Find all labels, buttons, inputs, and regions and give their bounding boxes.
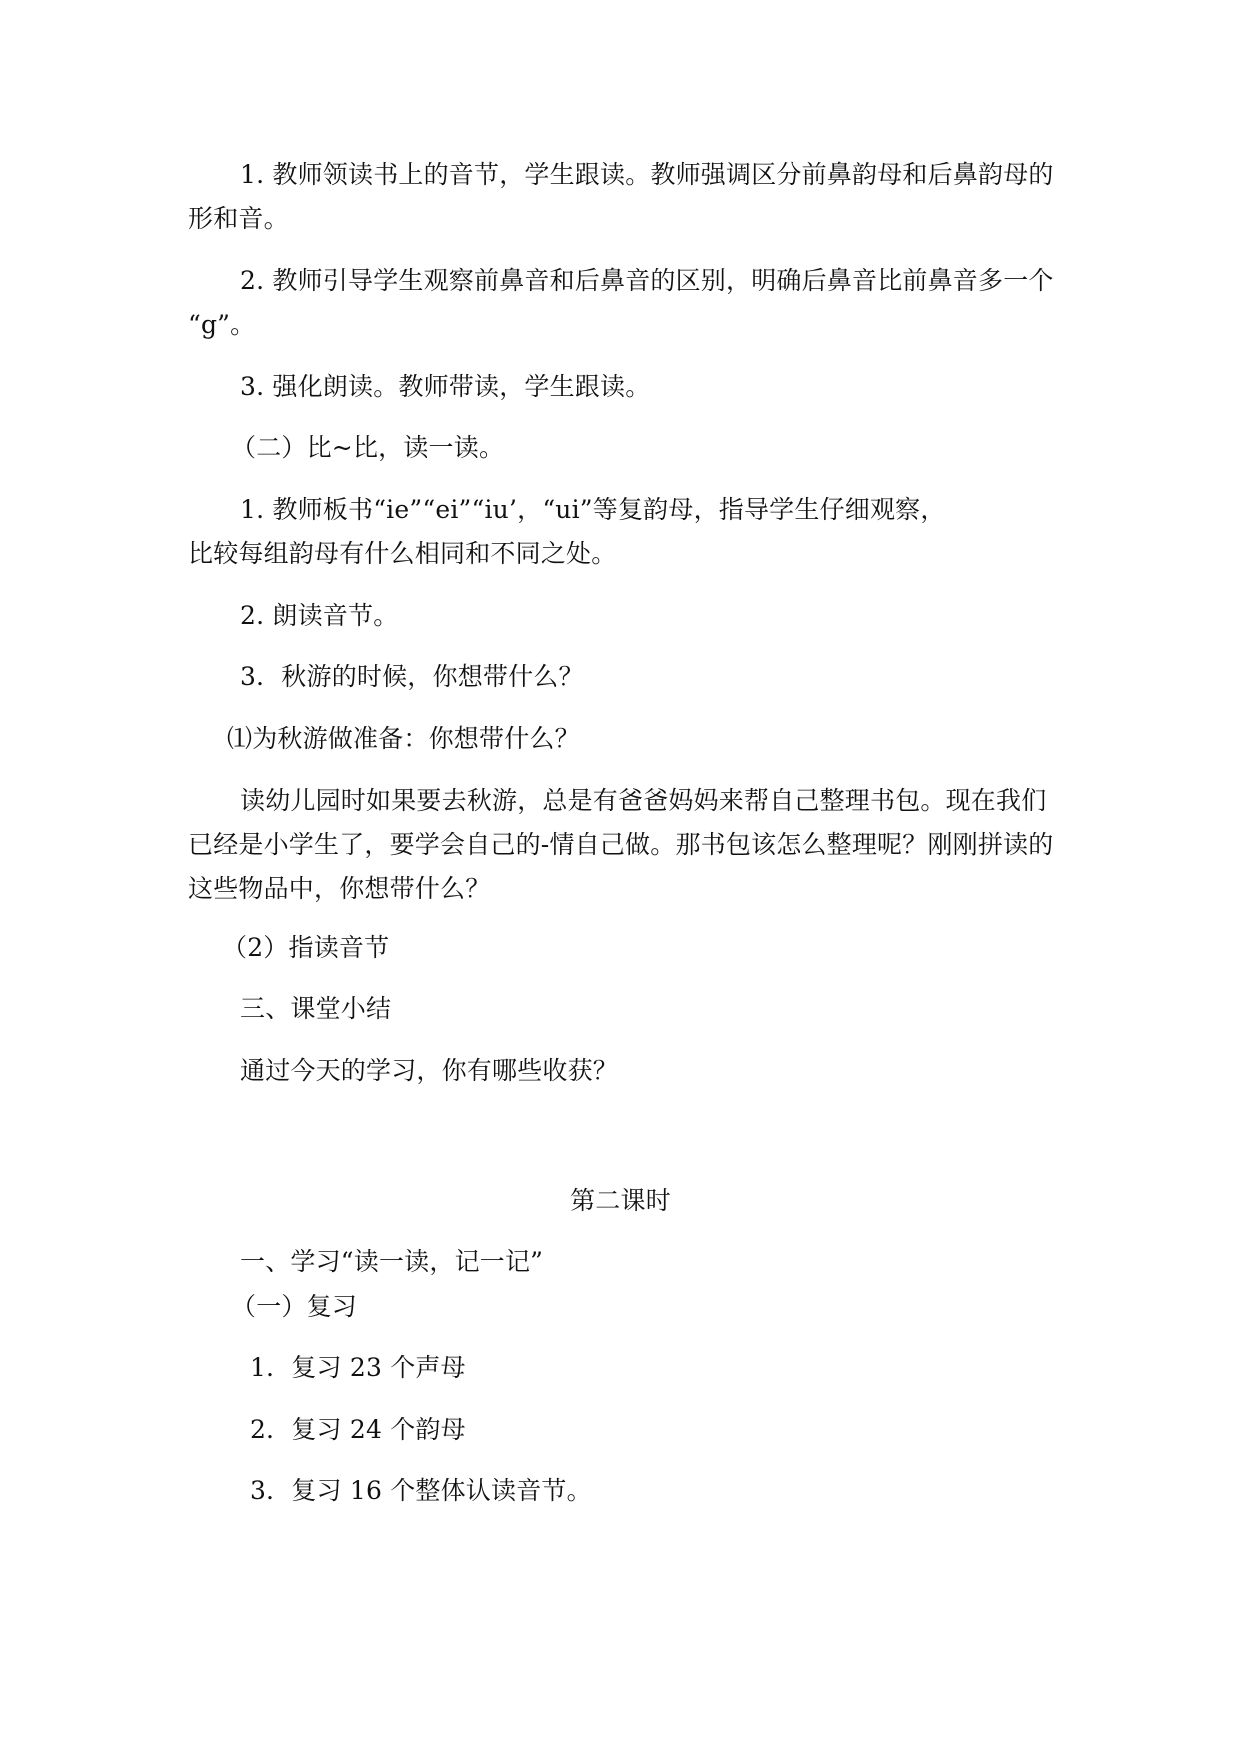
paragraph-6: 3．秋游的时候，你想带什么？ <box>240 662 584 691</box>
paragraph-8-line-2: 已经是小学生了，要学会自己的-情自己做。那书包该怎么整理呢？刚刚拼读的 <box>188 830 1054 859</box>
paragraph-8-line-3: 这些物品中，你想带什么？ <box>188 874 491 903</box>
paragraph-4-line-1: 1. 教师板书“ie”“ei”“iu’，“ui”等复韵母，指导学生仔细观察， <box>240 495 946 524</box>
paragraph-9: （2）指读音节 <box>222 933 390 962</box>
review-item-2: 2．复习 24 个韵母 <box>250 1415 466 1444</box>
paragraph-7: ⑴为秋游做准备：你想带什么？ <box>227 724 580 753</box>
paragraph-3: 3. 强化朗读。教师带读，学生跟读。 <box>240 372 651 401</box>
paragraph-1-line-2: 形和音。 <box>188 204 289 233</box>
review-item-3: 3．复习 16 个整体认读音节。 <box>250 1476 592 1505</box>
paragraph-5: 2. 朗读音节。 <box>240 601 399 630</box>
paragraph-10: 通过今天的学习，你有哪些收获？ <box>240 1056 619 1085</box>
section-heading-learn: 一、学习“读一读，记一记” <box>240 1247 544 1276</box>
paragraph-2-line-1: 2. 教师引导学生观察前鼻音和后鼻音的区别，明确后鼻音比前鼻音多一个 <box>240 266 1054 295</box>
paragraph-4-line-2: 比较每组韵母有什么相同和不同之处。 <box>188 539 617 568</box>
subsection-heading-review: （一）复习 <box>231 1292 358 1321</box>
paragraph-8-line-1: 读幼儿园时如果要去秋游，总是有爸爸妈妈来帮自己整理书包。现在我们 <box>240 786 1047 815</box>
section-heading-compare: （二）比~比，读一读。 <box>231 433 505 462</box>
lesson-title: 第二课时 <box>570 1186 671 1215</box>
paragraph-2-line-2: “g”。 <box>188 310 256 339</box>
section-heading-summary: 三、课堂小结 <box>240 994 392 1023</box>
review-item-1: 1．复习 23 个声母 <box>250 1353 466 1382</box>
paragraph-1-line-1: 1. 教师领读书上的音节，学生跟读。教师强调区分前鼻韵母和后鼻韵母的 <box>240 160 1054 189</box>
